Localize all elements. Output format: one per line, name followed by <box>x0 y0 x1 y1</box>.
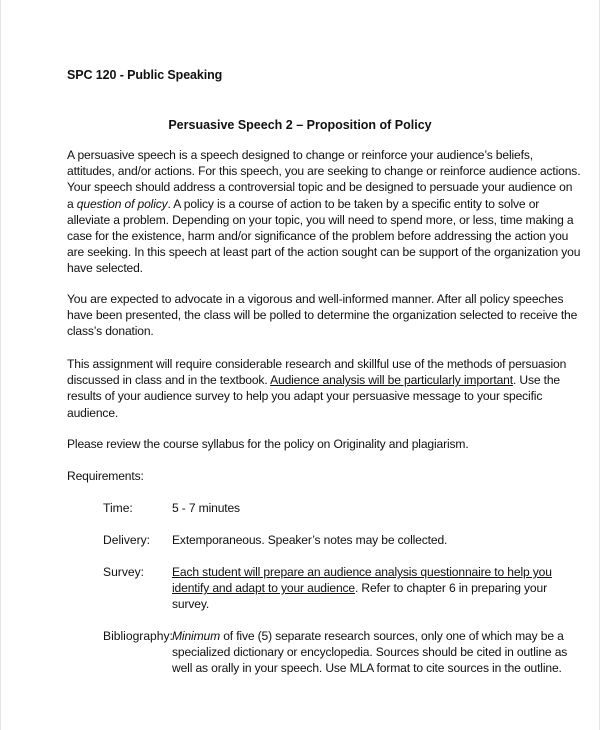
bibliography-line-3: well as orally in your speech. Use MLA format to cite sources in the outline. <box>172 661 562 676</box>
minimum-emphasis: Minimum <box>172 629 220 643</box>
advocacy-line-2: have been presented, the class will be polled to determine the organization selected to receive the <box>67 308 578 323</box>
research-paragraph <box>67 356 567 421</box>
research-line-3: results of your audience survey to help you adapt your persuasive message to your specific <box>67 389 543 404</box>
requirements-heading: Requirements: <box>67 469 144 483</box>
intro-line-2: attitudes, and/or actions. For this speech, you are seeking to change or reinforce audience actions. <box>67 164 581 179</box>
delivery-label: Delivery: <box>103 533 151 547</box>
intro-line-7: are seeking. In this speech at least part of the action sought can be support of the organization you <box>67 245 581 260</box>
advocacy-line-3: class’s donation. <box>67 324 154 339</box>
bibliography-value <box>172 628 568 677</box>
intro-line-8: have selected. <box>67 261 143 276</box>
plagiarism-paragraph: Please review the course syllabus for the policy on Originality and plagiarism. <box>67 437 469 451</box>
bibliography-line-1: Minimum of five (5) separate research sources, only one of which may be a <box>172 629 564 643</box>
intro-line-5: alleviate a problem. Depending on your topic, you will need to spend more, or less, time making a <box>67 212 574 227</box>
delivery-value: Extemporaneous. Speaker’s notes may be collected. <box>172 533 448 547</box>
time-label: Time: <box>103 501 133 515</box>
survey-line-2: identify and adapt to your audience. Refer to chapter 6 in preparing your <box>172 581 547 596</box>
intro-line-3: Your speech should address a controversial topic and be designed to persuade your audience on <box>67 180 573 195</box>
survey-value <box>172 564 552 613</box>
time-value: 5 - 7 minutes <box>172 501 240 515</box>
intro-line-4: a question of policy. A policy is a course of action to be taken by a specific entity to solve or <box>67 196 540 211</box>
question-of-policy-emphasis: question of policy <box>76 196 168 211</box>
intro-paragraph <box>67 147 581 277</box>
survey-line-1: Each student will prepare an audience analysis questionnaire to help you <box>172 565 552 579</box>
audience-analysis-emphasis: Audience analysis will be particularly important <box>270 373 513 388</box>
bibliography-line-2: specialized dictionary or encyclopedia. Sources should be cited in outline as <box>172 645 568 660</box>
bibliography-label: Bibliography: <box>103 629 173 643</box>
survey-label: Survey: <box>103 565 144 579</box>
intro-line-1: A persuasive speech is a speech designed to change or reinforce your audience’s beliefs, <box>67 148 533 162</box>
course-title: SPC 120 - Public Speaking <box>67 68 223 82</box>
research-line-1: This assignment will require considerable research and skillful use of the methods of persuasion <box>67 357 567 371</box>
assignment-title: Persuasive Speech 2 – Proposition of Policy <box>168 118 432 132</box>
intro-line-6: case for the existence, harm and/or significance of the problem before addressing the action you <box>67 229 569 244</box>
survey-line-3: survey. <box>172 597 210 612</box>
research-line-2: discussed in class and in the textbook. Audience analysis will be particularly important. Use the <box>67 373 560 388</box>
advocacy-line-1: You are expected to advocate in a vigorous and well-informed manner. After all policy speeches <box>67 292 564 306</box>
advocacy-paragraph <box>67 291 578 340</box>
research-line-4: audience. <box>67 405 119 420</box>
